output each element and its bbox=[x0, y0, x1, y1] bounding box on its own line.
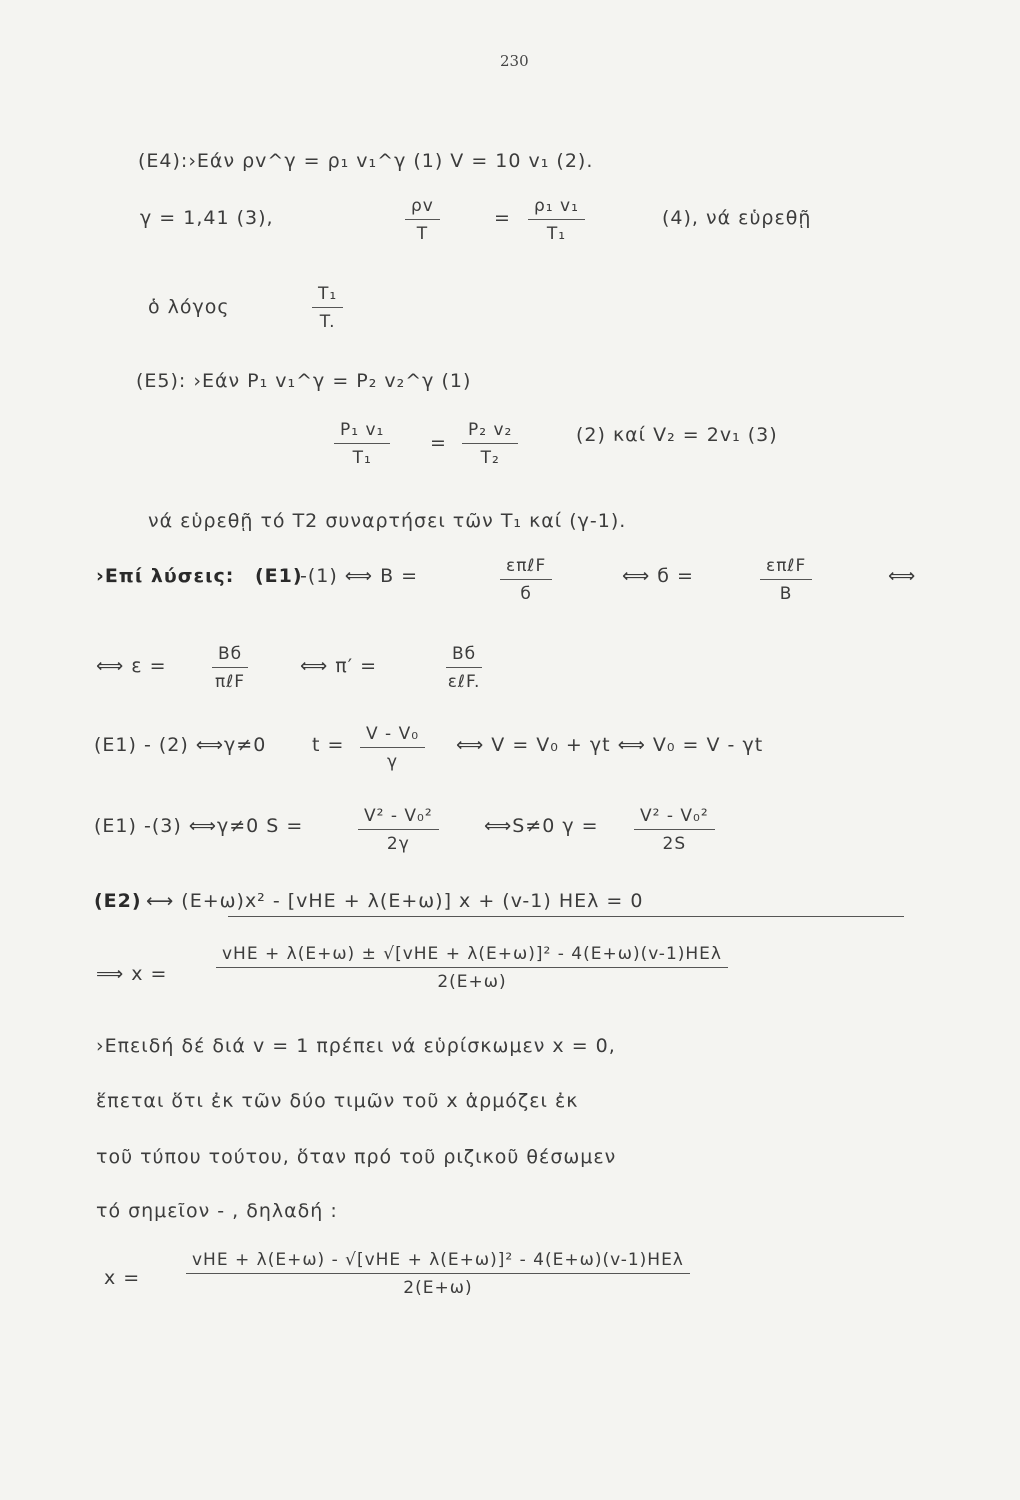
page-number: 230 bbox=[500, 52, 529, 70]
paragraph-line-2: ἕπεται ὅτι ἐκ τῶν δύο τιμῶν τοῦ x ἁρμόζει ἐκ bbox=[96, 1090, 579, 1112]
paragraph-line-1: ›Επειδή δέ διά v = 1 πρέπει νά εὑρίσκωμεν x = 0, bbox=[96, 1035, 616, 1057]
fraction-numerator: Bб bbox=[446, 644, 482, 668]
equals-sign: = bbox=[494, 207, 511, 229]
row3-lead: (E1) - (2) ⟺γ≠0 bbox=[94, 734, 267, 756]
fraction-b bbox=[500, 556, 552, 604]
e5-line3: νά εὑρεθῇ τό T2 συναρτήσει τῶν T₁ καί (γ-1). bbox=[148, 510, 627, 532]
e4-fraction-rv-over-t bbox=[405, 196, 440, 244]
fraction-denominator: T₁ bbox=[352, 448, 372, 468]
e2-x-arrow: ⟹ x = bbox=[96, 963, 168, 985]
e4-ratio-label: ὁ λόγος bbox=[148, 296, 230, 318]
e4-fraction-r1v1-over-t1 bbox=[528, 196, 585, 244]
fraction-pi bbox=[446, 644, 482, 692]
paragraph-line-4: τό σημεῖον - , δηλαδή : bbox=[96, 1200, 338, 1222]
e4-line1: (E4):›Εάν ρv^γ = ρ₁ v₁^γ (1) V = 10 v₁ (2). bbox=[138, 150, 594, 172]
fraction-denominator: б bbox=[520, 584, 532, 604]
fraction-gamma bbox=[634, 806, 715, 854]
fraction-s bbox=[358, 806, 439, 854]
fraction-numerator: ρv bbox=[405, 196, 440, 220]
fraction-numerator: vHE + λ(E+ω) - √[vHE + λ(E+ω)]² - 4(E+ω)(v-1)HEλ bbox=[186, 1250, 690, 1274]
fraction-denominator: 2γ bbox=[386, 834, 410, 854]
fraction-denominator: εℓF. bbox=[447, 672, 481, 692]
e4-gamma-value: γ = 1,41 (3), bbox=[140, 207, 274, 229]
e1-1-tail: ⟺ bbox=[888, 565, 917, 587]
e2-equation: ⟷ (E+ω)x² - [vHE + λ(E+ω)] x + (v-1) HEλ = 0 bbox=[146, 890, 644, 912]
fraction-numerator: P₁ v₁ bbox=[334, 420, 390, 444]
fraction-epsilon bbox=[212, 644, 248, 692]
fraction-numerator: V² - V₀² bbox=[634, 806, 715, 830]
fraction-numerator: Bб bbox=[212, 644, 248, 668]
e2-label: (E2) bbox=[94, 890, 142, 912]
e1-label: (E1) bbox=[255, 565, 303, 587]
paragraph-line-3: τοῦ τύπου τούτου, ὅταν πρό τοῦ ριζικοῦ θέσωμεν bbox=[96, 1146, 617, 1168]
solutions-heading: ›Επί λύσεις: bbox=[96, 565, 235, 587]
e5-fraction-p2v2-over-t2 bbox=[462, 420, 518, 468]
row3-t: t = bbox=[312, 734, 345, 756]
row4-middle: ⟺S≠0 γ = bbox=[484, 815, 599, 837]
fraction-numerator: T₁ bbox=[312, 284, 343, 308]
row2-lead: ⟺ ε = bbox=[96, 655, 167, 677]
fraction-small-b bbox=[760, 556, 812, 604]
e1-1-lead: -(1) ⟺ B = bbox=[300, 565, 419, 587]
fraction-denominator: T bbox=[416, 224, 429, 244]
fraction-numerator: V² - V₀² bbox=[358, 806, 439, 830]
fraction-numerator: επℓF bbox=[500, 556, 552, 580]
e5-line1: (E5): ›Εάν P₁ v₁^γ = P₂ v₂^γ (1) bbox=[136, 370, 472, 392]
e1-1-middle: ⟺ б = bbox=[622, 565, 694, 587]
row4-lead: (E1) -(3) ⟺γ≠0 S = bbox=[94, 815, 304, 837]
e5-line2-tail: (2) καί V₂ = 2v₁ (3) bbox=[576, 424, 778, 446]
row2-middle: ⟺ π′ = bbox=[300, 655, 377, 677]
fraction-denominator: T. bbox=[319, 312, 336, 332]
equals-sign: = bbox=[430, 432, 447, 454]
fraction-numerator: P₂ v₂ bbox=[462, 420, 518, 444]
fraction-denominator: T₂ bbox=[480, 448, 500, 468]
e5-fraction-p1v1-over-t1 bbox=[334, 420, 390, 468]
fraction-numerator: επℓF bbox=[760, 556, 812, 580]
e4-fraction-t1-over-t bbox=[312, 284, 343, 332]
fraction-denominator: 2(E+ω) bbox=[437, 972, 507, 992]
fraction-t bbox=[360, 724, 425, 772]
row3-tail: ⟺ V = V₀ + γt ⟺ V₀ = V - γt bbox=[456, 734, 764, 756]
fraction-x-quadratic bbox=[216, 944, 728, 992]
fraction-numerator: vHE + λ(E+ω) ± √[vHE + λ(E+ω)]² - 4(E+ω)(v-1)HEλ bbox=[216, 944, 728, 968]
e4-line2-tail: (4), νά εὑρεθῇ bbox=[662, 207, 812, 229]
separator-line bbox=[228, 916, 904, 917]
fraction-denominator: γ bbox=[386, 752, 399, 772]
fraction-denominator: 2(E+ω) bbox=[403, 1278, 473, 1298]
final-fraction bbox=[186, 1250, 690, 1298]
fraction-denominator: T₁ bbox=[546, 224, 567, 244]
fraction-denominator: B bbox=[779, 584, 793, 604]
fraction-denominator: 2S bbox=[662, 834, 687, 854]
fraction-denominator: πℓF bbox=[215, 672, 246, 692]
final-lhs: x = bbox=[104, 1267, 141, 1289]
fraction-numerator: V - V₀ bbox=[360, 724, 425, 748]
fraction-numerator: ρ₁ v₁ bbox=[528, 196, 585, 220]
